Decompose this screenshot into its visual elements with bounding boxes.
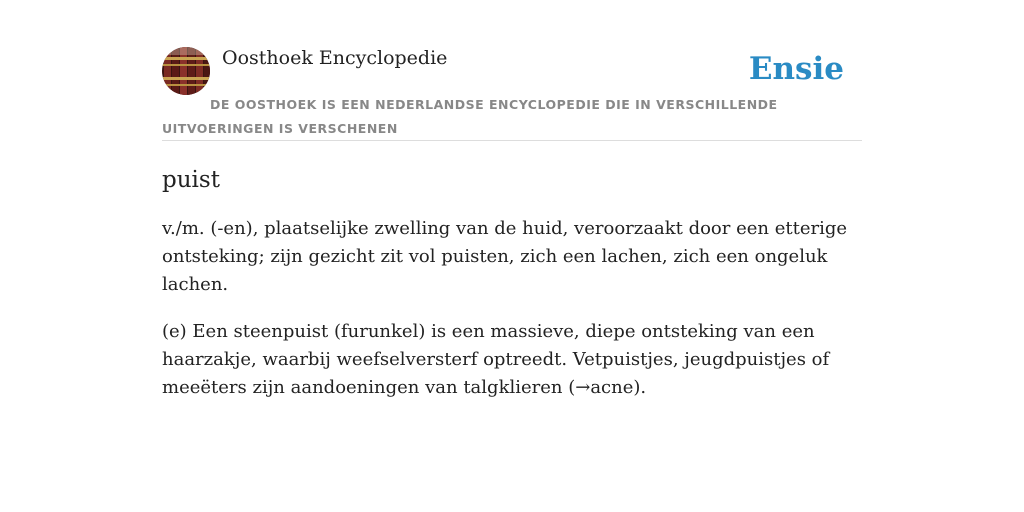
brand-logo[interactable]: Ensie	[748, 51, 844, 87]
page-container	[162, 45, 862, 402]
entry-term: puist	[162, 167, 220, 193]
site-header	[162, 45, 862, 141]
site-tagline: DE OOSTHOEK IS EEN NEDERLANDSE ENCYCLOPEDIE DIE IN VERSCHILLENDE UITVOERINGEN IS VERSCHENEN	[162, 97, 778, 136]
entry-definition: v./m. (-en), plaatselijke zwelling van de huid, veroorzaakt door een etterige ontsteking; zijn gezicht zit vol puisten, zich een lachen, zich een ongeluk lachen.	[162, 218, 848, 295]
entry-description: (e) Een steenpuist (furunkel) is een massieve, diepe ontsteking van een haarzakje, waarbij weefselversterf optreedt. Vetpuistjes, jeugdpuistjes of meeëters zijn aandoeningen van talgklieren (→acne).	[162, 321, 830, 398]
encyclopedia-books-icon[interactable]	[162, 47, 210, 95]
site-title[interactable]: Oosthoek Encyclopedie	[222, 47, 448, 69]
